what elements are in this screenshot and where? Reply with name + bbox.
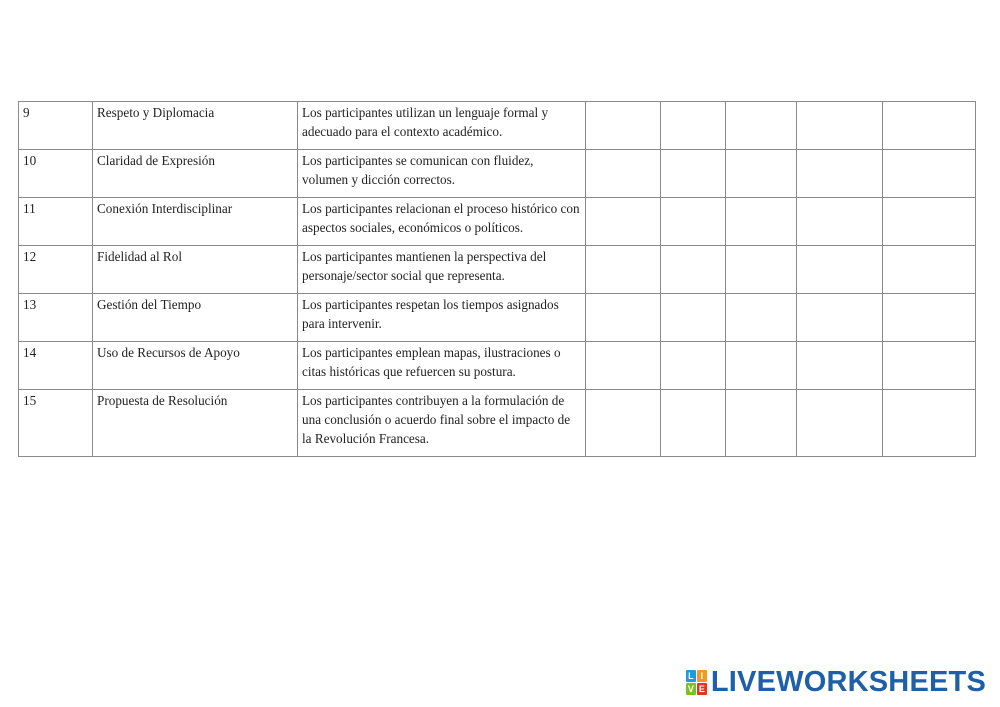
brand-name: LIVEWORKSHEETS: [710, 665, 986, 698]
table-row: [19, 246, 976, 294]
score-cell[interactable]: [586, 150, 661, 198]
score-cell[interactable]: [883, 342, 976, 390]
score-cell[interactable]: [726, 102, 797, 150]
score-cell[interactable]: [661, 102, 726, 150]
row-number: 10: [19, 150, 93, 198]
criterion-description: Los participantes mantienen la perspectiva del personaje/sector social que representa.: [298, 246, 586, 294]
score-cell[interactable]: [726, 246, 797, 294]
live-logo-icon: [686, 670, 707, 695]
table-row: [19, 342, 976, 390]
score-cell[interactable]: [797, 390, 883, 457]
logo-letter: I: [697, 670, 707, 682]
score-cell[interactable]: [883, 294, 976, 342]
row-number: 14: [19, 342, 93, 390]
score-cell[interactable]: [661, 390, 726, 457]
score-cell[interactable]: [661, 342, 726, 390]
criterion-name: Propuesta de Resolución: [93, 390, 298, 457]
score-cell[interactable]: [586, 246, 661, 294]
criterion-description: Los participantes contribuyen a la formulación de una conclusión o acuerdo final sobre el impacto de la Revolución Francesa.: [298, 390, 586, 457]
criterion-description: Los participantes respetan los tiempos asignados para intervenir.: [298, 294, 586, 342]
row-number: 13: [19, 294, 93, 342]
criterion-description: Los participantes relacionan el proceso histórico con aspectos sociales, económicos o políticos.: [298, 198, 586, 246]
score-cell[interactable]: [661, 246, 726, 294]
score-cell[interactable]: [586, 198, 661, 246]
score-cell[interactable]: [586, 342, 661, 390]
criterion-name: Fidelidad al Rol: [93, 246, 298, 294]
score-cell[interactable]: [661, 150, 726, 198]
score-cell[interactable]: [726, 390, 797, 457]
row-number: 12: [19, 246, 93, 294]
criterion-name: Gestión del Tiempo: [93, 294, 298, 342]
score-cell[interactable]: [726, 294, 797, 342]
score-cell[interactable]: [797, 150, 883, 198]
liveworksheets-logo: [686, 667, 986, 697]
score-cell[interactable]: [797, 342, 883, 390]
row-number: 11: [19, 198, 93, 246]
criterion-name: Conexión Interdisciplinar: [93, 198, 298, 246]
logo-letter: V: [687, 683, 694, 694]
row-number: 15: [19, 390, 93, 457]
score-cell[interactable]: [661, 294, 726, 342]
score-cell[interactable]: [883, 198, 976, 246]
score-cell[interactable]: [726, 150, 797, 198]
score-cell[interactable]: [797, 102, 883, 150]
criterion-description: Los participantes utilizan un lenguaje formal y adecuado para el contexto académico.: [298, 102, 586, 150]
score-cell[interactable]: [797, 198, 883, 246]
score-cell[interactable]: [883, 390, 976, 457]
logo-letter: E: [698, 683, 705, 694]
score-cell[interactable]: [883, 150, 976, 198]
score-cell[interactable]: [726, 342, 797, 390]
criterion-description: Los participantes emplean mapas, ilustraciones o citas históricas que refuercen su postura.: [298, 342, 586, 390]
score-cell[interactable]: [661, 198, 726, 246]
score-cell[interactable]: [797, 294, 883, 342]
table-row: [19, 198, 976, 246]
score-cell[interactable]: [586, 102, 661, 150]
score-cell[interactable]: [726, 198, 797, 246]
score-cell[interactable]: [883, 102, 976, 150]
criterion-name: Claridad de Expresión: [93, 150, 298, 198]
score-cell[interactable]: [797, 246, 883, 294]
rubric-table: [18, 101, 976, 457]
row-number: 9: [19, 102, 93, 150]
table-row: [19, 390, 976, 457]
table-row: [19, 150, 976, 198]
score-cell[interactable]: [586, 390, 661, 457]
logo-letter: L: [686, 670, 696, 682]
table-row: [19, 102, 976, 150]
criterion-description: Los participantes se comunican con fluidez, volumen y dicción correctos.: [298, 150, 586, 198]
score-cell[interactable]: [883, 246, 976, 294]
criterion-name: Respeto y Diplomacia: [93, 102, 298, 150]
score-cell[interactable]: [586, 294, 661, 342]
table-row: [19, 294, 976, 342]
criterion-name: Uso de Recursos de Apoyo: [93, 342, 298, 390]
